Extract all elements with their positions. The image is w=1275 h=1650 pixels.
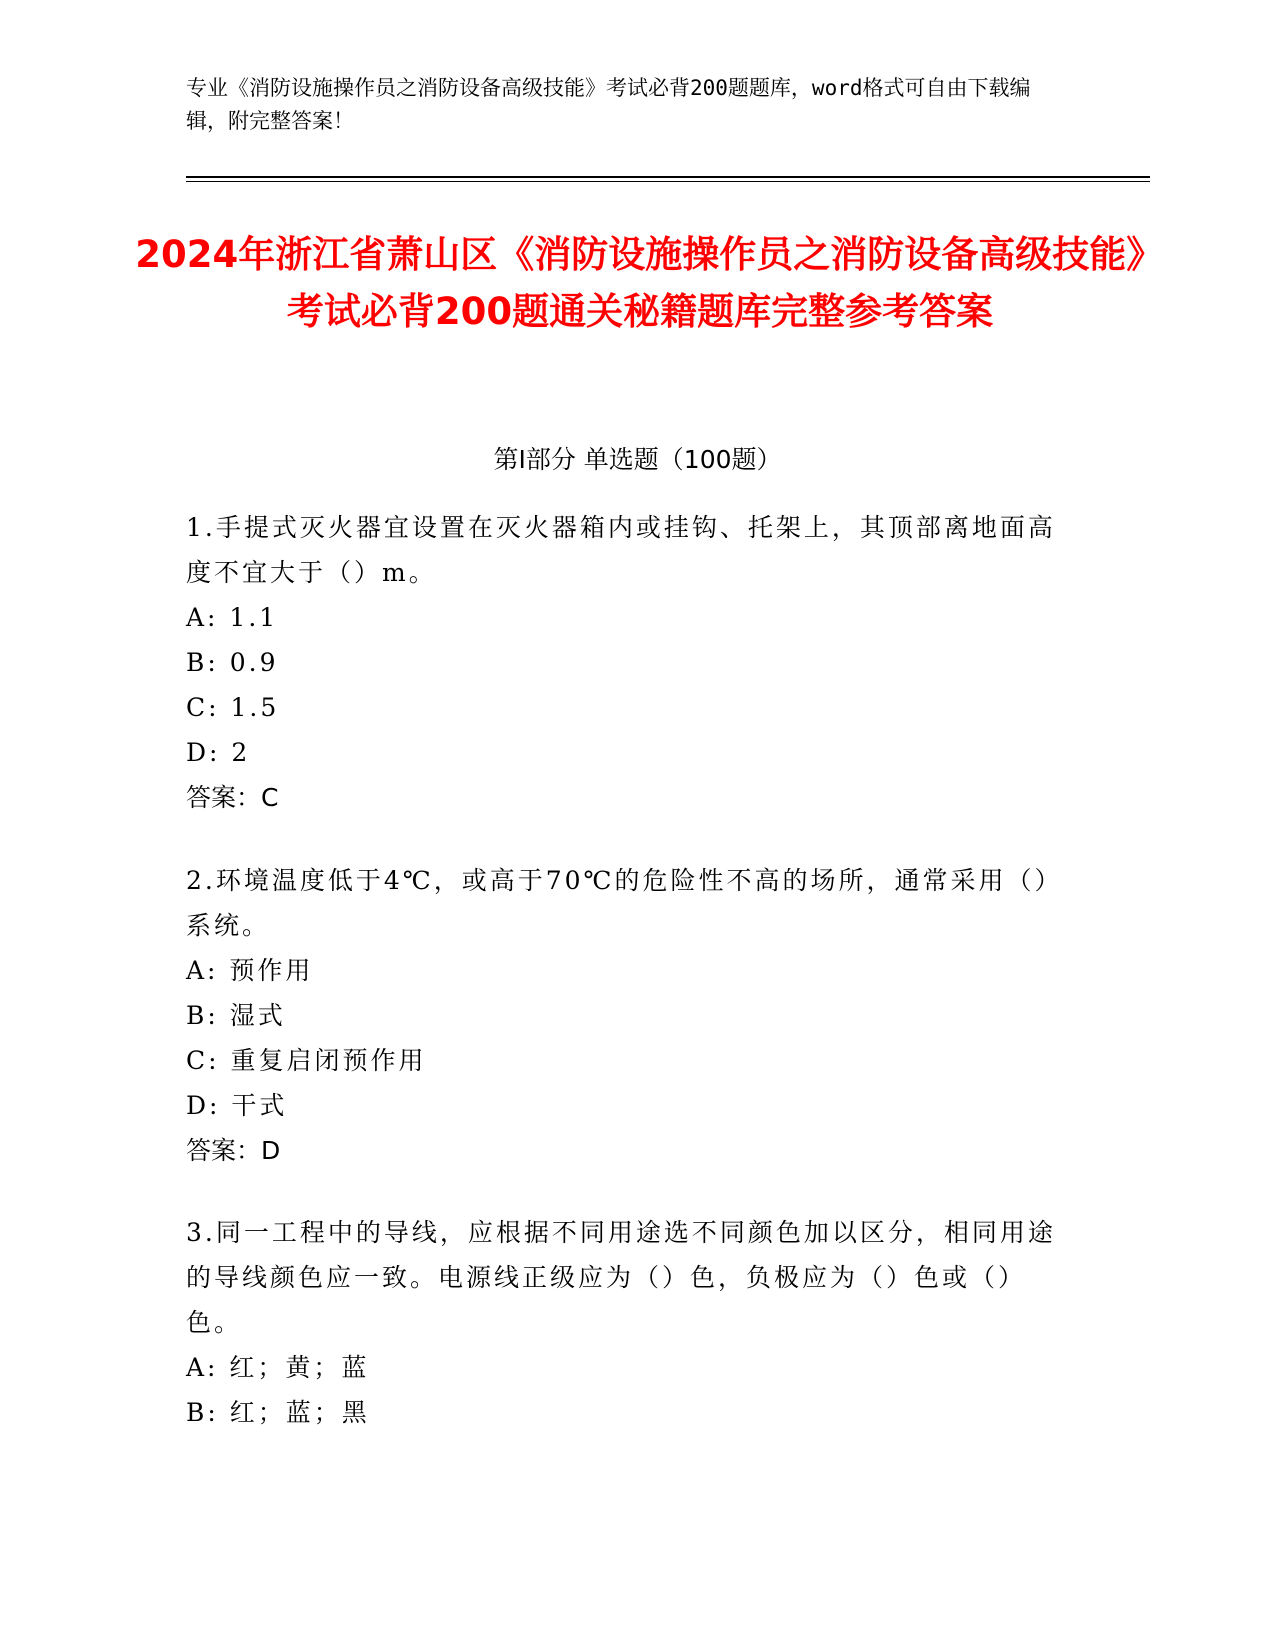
option-d: D: 2 xyxy=(186,738,251,767)
section-heading: 第Ⅰ部分 单选题（100题） xyxy=(493,445,782,474)
question-block xyxy=(186,858,1066,1173)
question-block xyxy=(186,505,1066,820)
header-divider-thin xyxy=(186,181,1150,182)
option-a: A: 红；黄；蓝 xyxy=(186,1353,370,1382)
option-a: A: 预作用 xyxy=(186,956,314,985)
document-title: 2024年浙江省萧山区《消防设施操作员之消防设备高级技能》考试必背200题通关秘籍题库完整参考答案 xyxy=(135,233,1145,333)
question-stem: 2.环境温度低于4℃，或高于70℃的危险性不高的场所，通常采用（）系统。 xyxy=(186,866,1063,940)
option-b: B: 红；蓝；黑 xyxy=(186,1398,370,1427)
answer: 答案：D xyxy=(186,1136,281,1165)
header-divider-thick xyxy=(186,176,1150,178)
option-b: B: 0.9 xyxy=(186,648,279,677)
question-block xyxy=(186,1210,1066,1435)
question-stem: 1.手提式灭火器宜设置在灭火器箱内或挂钩、托架上，其顶部离地面高度不宜大于（）m。 xyxy=(186,513,1056,587)
option-a: A: 1.1 xyxy=(186,603,279,632)
option-d: D: 干式 xyxy=(186,1091,288,1120)
option-b: B: 湿式 xyxy=(186,1001,286,1030)
answer: 答案：C xyxy=(186,783,279,812)
header-note: 专业《消防设施操作员之消防设备高级技能》考试必背200题题库，word格式可自由下载编辑，附完整答案！ xyxy=(186,76,1031,133)
option-c: C: 1.5 xyxy=(186,693,280,722)
question-stem: 3.同一工程中的导线，应根据不同用途选不同颜色加以区分，相同用途的导线颜色应一致。电源线正级应为（）色，负极应为（）色或（）色。 xyxy=(186,1218,1056,1337)
option-c: C: 重复启闭预作用 xyxy=(186,1046,427,1075)
